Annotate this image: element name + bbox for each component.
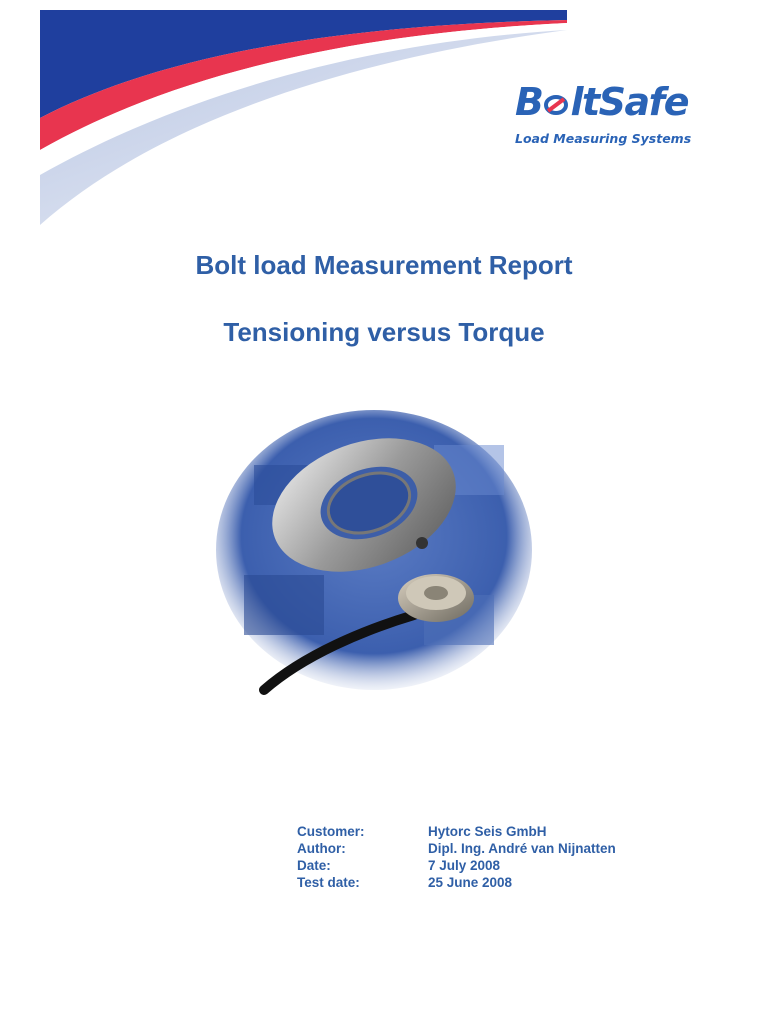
detail-value: Hytorc Seis GmbH — [428, 824, 547, 839]
logo-tagline: Load Measuring Systems — [515, 130, 692, 146]
logo-ring-icon — [543, 85, 569, 125]
logo-wordmark — [515, 82, 715, 125]
logo-letter-b: B — [515, 80, 543, 124]
detail-label: Test date: — [297, 875, 360, 890]
detail-row-date — [297, 857, 616, 874]
detail-value: 25 June 2008 — [428, 875, 513, 890]
detail-row-author — [297, 840, 616, 857]
detail-value: 7 July 2008 — [428, 858, 501, 873]
logo-word-safe: Safe — [598, 80, 688, 124]
report-details — [297, 823, 616, 891]
logo-letters-lt: lt — [570, 80, 599, 124]
detail-row-test-date — [297, 874, 616, 891]
detail-row-customer — [297, 823, 616, 840]
detail-label: Customer: — [297, 824, 365, 839]
report-subtitle: Tensioning versus Torque — [223, 317, 545, 347]
header-swoosh-graphic — [0, 0, 570, 230]
detail-label: Author: — [297, 841, 346, 856]
detail-value: Dipl. Ing. André van Nijnatten — [428, 841, 616, 856]
report-title: Bolt load Measurement Report — [195, 250, 573, 280]
load-cell-photo — [214, 405, 534, 705]
boltsafe-logo — [515, 82, 715, 146]
detail-label: Date: — [297, 858, 331, 873]
